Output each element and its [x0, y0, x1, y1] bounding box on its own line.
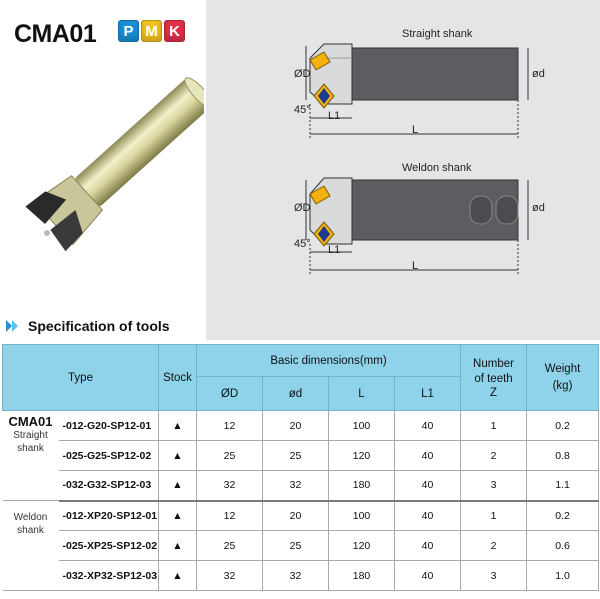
model-code: -032-XP32-SP12-03 — [59, 561, 159, 591]
weldon-angle: 45° — [294, 238, 311, 250]
group-name: Weldon shank — [13, 512, 48, 536]
section-title: Specification of tools — [28, 318, 170, 334]
model-code: -025-XP25-SP12-02 — [59, 531, 159, 561]
weldon-dim-L1: L1 — [328, 244, 341, 256]
stock-mark: ▲ — [159, 501, 197, 531]
cell-D: 32 — [197, 561, 263, 591]
table-row — [3, 441, 599, 471]
stock-mark: ▲ — [159, 471, 197, 501]
header-L1: L1 — [395, 377, 461, 411]
cell-d: 20 — [263, 501, 329, 531]
cell-Z: 2 — [461, 441, 527, 471]
cell-L: 120 — [329, 531, 395, 561]
header-L: L — [329, 377, 395, 411]
table-row — [3, 501, 599, 531]
weldon-shank-title: Weldon shank — [402, 162, 472, 174]
cell-d: 20 — [263, 411, 329, 441]
straight-dim-d: ød — [532, 68, 545, 80]
model-code: -032-G32-SP12-03 — [59, 471, 159, 501]
section-heading — [6, 318, 170, 334]
cell-L: 120 — [329, 441, 395, 471]
group-straight — [3, 411, 59, 501]
specification-table — [2, 344, 599, 591]
cell-d: 32 — [263, 471, 329, 501]
model-code: -025-G25-SP12-02 — [59, 441, 159, 471]
header-stock: Stock — [159, 345, 197, 411]
cell-D: 12 — [197, 411, 263, 441]
cell-Z: 1 — [461, 501, 527, 531]
header-d: ød — [263, 377, 329, 411]
cell-D: 32 — [197, 471, 263, 501]
cell-weight: 1.0 — [527, 561, 599, 591]
header-weight: Weight (kg) — [527, 345, 599, 411]
table-row — [3, 561, 599, 591]
cell-Z: 3 — [461, 471, 527, 501]
table-row — [3, 411, 599, 441]
cell-L: 100 — [329, 501, 395, 531]
weldon-dim-d: ød — [532, 202, 545, 214]
cell-L: 180 — [329, 561, 395, 591]
cell-D: 25 — [197, 531, 263, 561]
cell-weight: 0.2 — [527, 501, 599, 531]
header-teeth — [461, 345, 527, 411]
cell-L1: 40 — [395, 531, 461, 561]
cell-L1: 40 — [395, 471, 461, 501]
material-badge-k: K — [164, 20, 185, 42]
cell-L1: 40 — [395, 501, 461, 531]
cell-D: 25 — [197, 441, 263, 471]
product-panel — [0, 0, 206, 340]
cell-weight: 0.8 — [527, 441, 599, 471]
cell-L1: 40 — [395, 411, 461, 441]
cell-Z: 1 — [461, 411, 527, 441]
cell-weight: 0.6 — [527, 531, 599, 561]
group-weldon — [3, 501, 59, 591]
material-badges — [118, 20, 185, 42]
stock-mark: ▲ — [159, 561, 197, 591]
header-type: Type — [3, 345, 159, 411]
cell-weight: 0.2 — [527, 411, 599, 441]
cell-L: 180 — [329, 471, 395, 501]
cell-D: 12 — [197, 501, 263, 531]
straight-dim-D: ØD — [294, 68, 311, 80]
cell-d: 25 — [263, 441, 329, 471]
table-row — [3, 531, 599, 561]
header-teeth-symbol: Z — [489, 386, 498, 399]
cell-weight: 1.1 — [527, 471, 599, 501]
stock-mark: ▲ — [159, 411, 197, 441]
material-badge-p: P — [118, 20, 139, 42]
cell-d: 32 — [263, 561, 329, 591]
header-basic-dimensions: Basic dimensions(mm) — [197, 345, 461, 377]
cell-L: 100 — [329, 411, 395, 441]
weldon-dim-L: L — [412, 260, 419, 272]
stock-mark: ▲ — [159, 531, 197, 561]
model-code: -012-G20-SP12-01 — [59, 411, 159, 441]
header-D: ØD — [197, 377, 263, 411]
header-teeth-label: Number of teeth — [473, 357, 514, 385]
weldon-dim-D: ØD — [294, 202, 311, 214]
material-badge-m: M — [141, 20, 162, 42]
straight-shank-title: Straight shank — [402, 28, 473, 40]
product-title: CMA01 — [14, 20, 97, 48]
cell-Z: 3 — [461, 561, 527, 591]
cell-Z: 2 — [461, 531, 527, 561]
group-code: CMA01 — [8, 414, 53, 429]
model-code: -012-XP20-SP12-01 — [59, 501, 159, 531]
tool-photo — [14, 70, 204, 260]
stock-mark: ▲ — [159, 441, 197, 471]
straight-angle: 45° — [294, 104, 311, 116]
straight-dim-L1: L1 — [328, 110, 341, 122]
double-arrow-icon — [6, 320, 22, 332]
cell-d: 25 — [263, 531, 329, 561]
cell-L1: 40 — [395, 561, 461, 591]
cell-L1: 40 — [395, 441, 461, 471]
drawings-panel — [206, 0, 600, 340]
group-name: Straight shank — [13, 430, 48, 454]
straight-dim-L: L — [412, 124, 419, 136]
table-row — [3, 471, 599, 501]
